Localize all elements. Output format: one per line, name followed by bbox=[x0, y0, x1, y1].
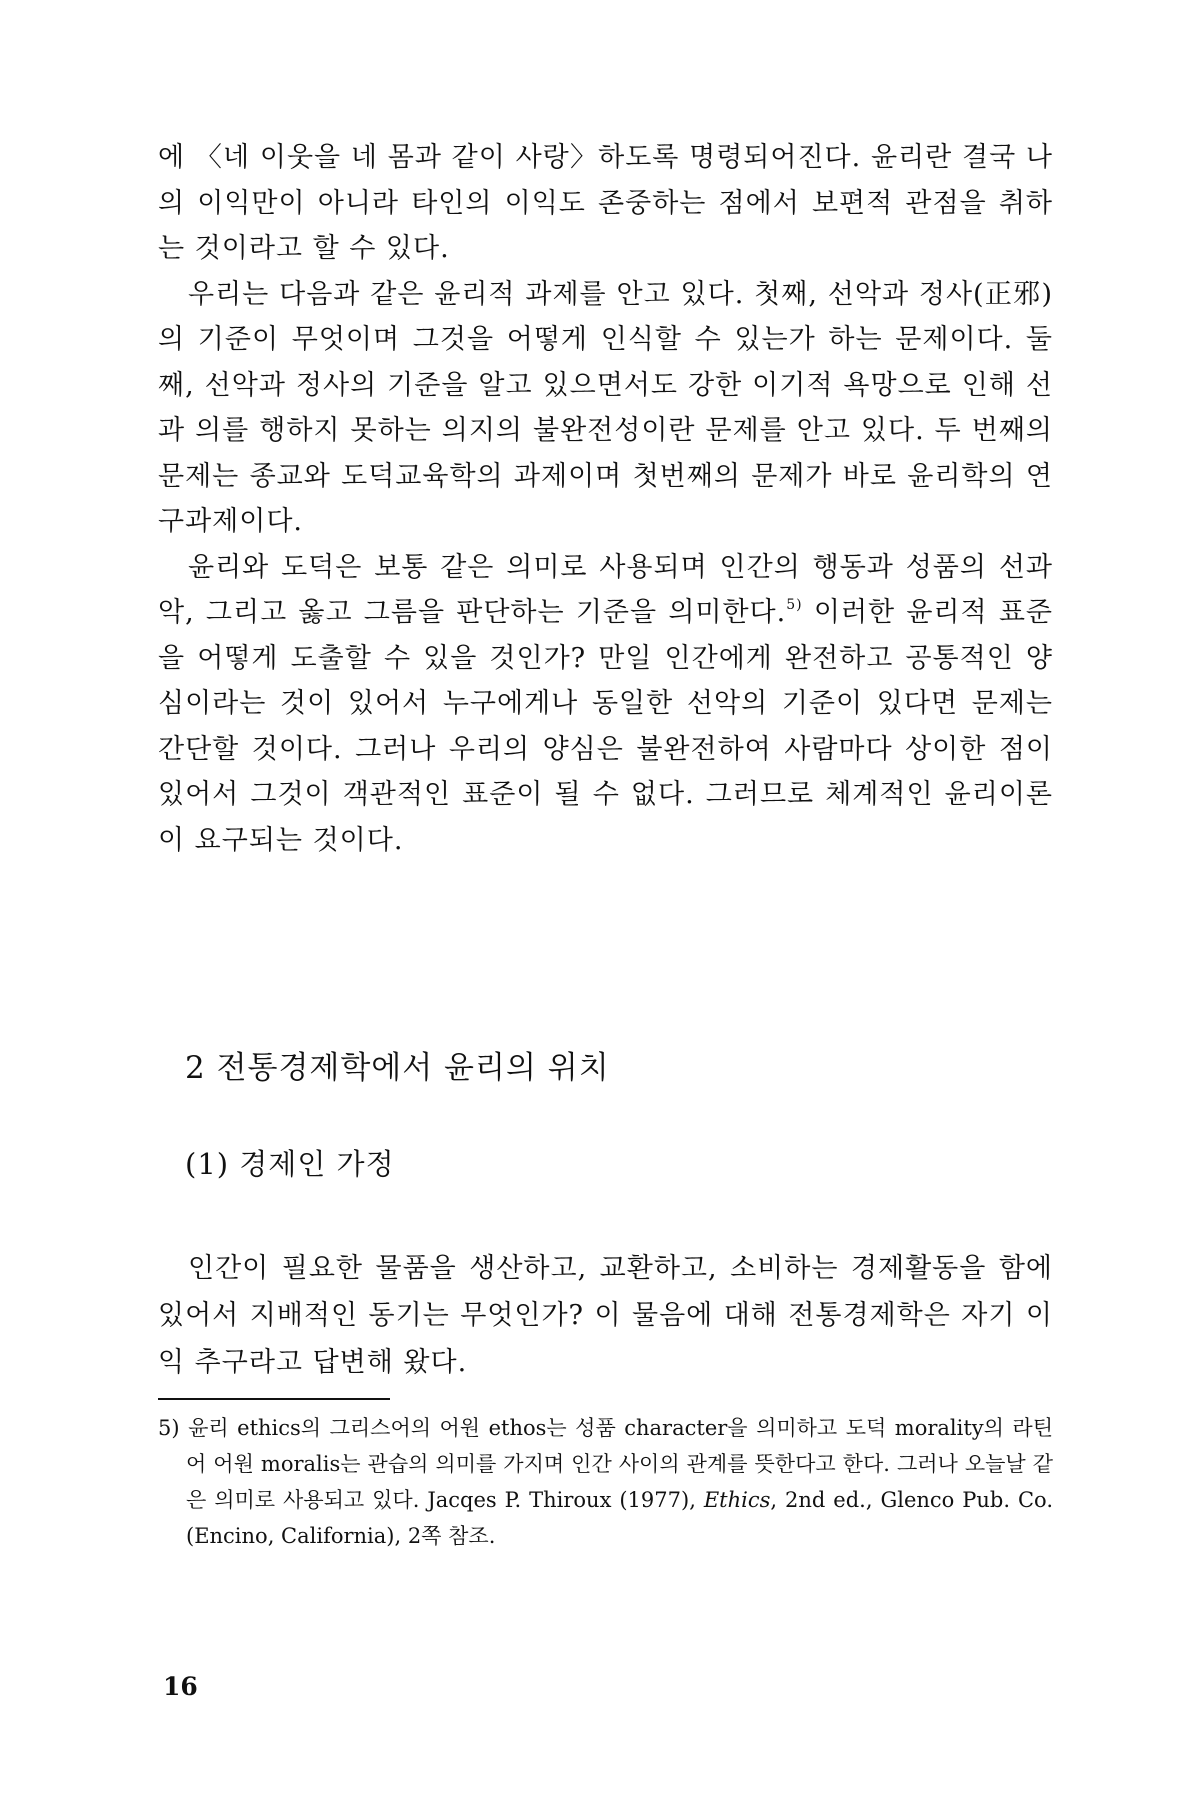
paragraph-2: 우리는 다음과 같은 윤리적 과제를 안고 있다. 첫째, 선악과 정사(正邪)의 기준이 무엇이며 그것을 어떻게 인식할 수 있는가 하는 문제이다. 둘째, 선악과 정사의 기준을 알고 있으면서도 강한 이기적 욕망으로 인해 선과 의를 행하지 못하는 의지의 불완전성이란 문제를 안고 있다. 두 번째의 문제는 종교와 도덕교육학의 과제이며 첫번째의 문제가 바로 윤리학의 연구과제이다. bbox=[158, 278, 1053, 537]
footnote-text-a: 윤리 ethics의 그리스어의 어원 ethos는 성품 character을 의미하고 도덕 morality의 라틴어 어원 moralis는 관습의 의미를 가지며 인간 사이의 관계를 뜻한다고 한다. 그러나 오늘날 같은 의미로 사용되고 있다. Jacqes P. Thiroux (1977), bbox=[186, 1416, 1053, 1512]
body-text-section-2 bbox=[158, 1245, 1053, 1386]
footnote bbox=[158, 1410, 1053, 1554]
body-text-section-1 bbox=[158, 135, 1053, 863]
paragraph-4: 인간이 필요한 물품을 생산하고, 교환하고, 소비하는 경제활동을 함에 있어서 지배적인 동기는 무엇인가? 이 물음에 대해 전통경제학은 자기 이익 추구라고 답변해 왔다. bbox=[158, 1253, 1053, 1378]
footnote-number: 5) bbox=[158, 1416, 180, 1440]
footnote-reference: 5) bbox=[786, 597, 803, 613]
paragraph-3 bbox=[158, 545, 1053, 864]
paragraph-3-text-b: 이러한 윤리적 표준을 어떻게 도출할 수 있을 것인가? 만일 인간에게 완전하고 공통적인 양심이라는 것이 있어서 누구에게나 동일한 선악의 기준이 있다면 문제는 간단할 것이다. 그러나 우리의 양심은 불완전하여 사람마다 상이한 점이 있어서 그것이 객관적인 표준이 될 수 없다. 그러므로 체계적인 윤리이론이 요구되는 것이다. bbox=[158, 597, 1053, 856]
paragraph-3-text-a: 윤리와 도덕은 보통 같은 의미로 사용되며 인간의 행동과 성품의 선과 악, 그리고 옳고 그름을 판단하는 기준을 의미한다. bbox=[158, 551, 1053, 628]
page-number: 16 bbox=[163, 1672, 198, 1701]
paragraph-1: 에 〈네 이웃을 네 몸과 같이 사랑〉하도록 명령되어진다. 윤리란 결국 나의 이익만이 아니라 타인의 이익도 존중하는 점에서 보편적 관점을 취하는 것이라고 할 수 있다. bbox=[158, 142, 1053, 264]
section-heading: 2 전통경제학에서 윤리의 위치 bbox=[185, 1050, 610, 1086]
footnote-book-title: Ethics bbox=[703, 1488, 771, 1512]
footnote-divider bbox=[158, 1398, 390, 1400]
subsection-heading: (1) 경제인 가정 bbox=[185, 1147, 395, 1181]
footnote-text-b: , 2nd ed., Glenco Pub. Co.(Encino, California), 2쪽 참조. bbox=[186, 1488, 1053, 1548]
